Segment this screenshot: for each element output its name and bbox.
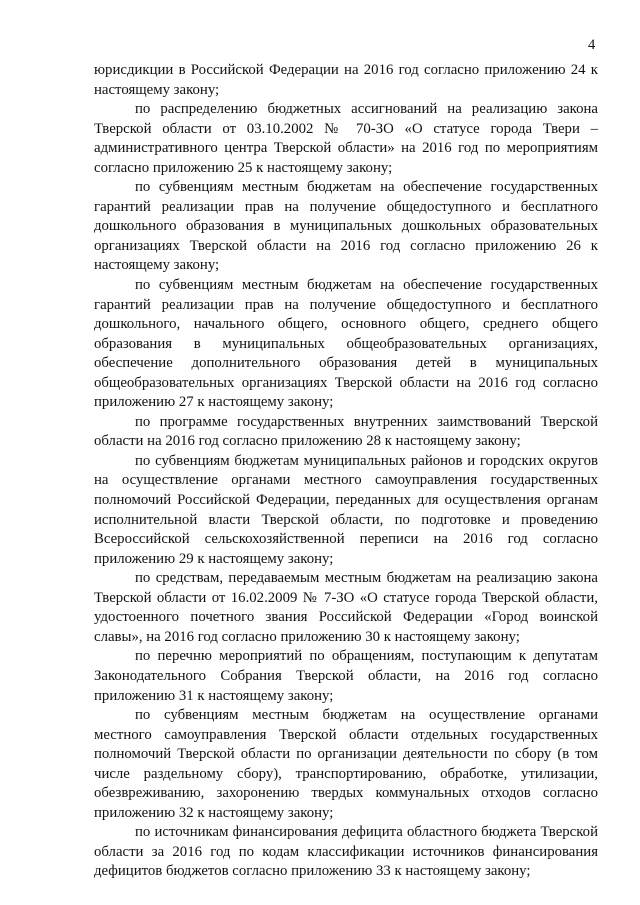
- paragraph-appendix-27: по субвенциям местным бюджетам на обеспечение государственных гарантий реализации прав на получение общедоступного и бесплатного дошкольного, начального общего, основного общего, среднего общего образования в муниципальных общеобразовательных организациях, обеспечение дополнительного образования детей в муниципальных общеобразовательных организациях Тверской области на 2016 год согласно приложению 27 к настоящему закону;: [94, 277, 598, 411]
- document-body: [94, 61, 598, 882]
- paragraph-appendix-33: по источникам финансирования дефицита областного бюджета Тверской области за 2016 год по кодам классификации источников финансирования дефицитов бюджетов согласно приложению 33 к настоящему закону;: [94, 824, 598, 880]
- page-number: 4: [588, 37, 596, 53]
- paragraph-appendix-25: по распределению бюджетных ассигнований на реализацию закона Тверской области от 03.10.2002 № 70-ЗО «О статусе города Твери – административного центра Тверской области» на 2016 год по мероприятиям согласно приложению 25 к настоящему закону;: [94, 101, 598, 176]
- paragraph-appendix-31: по перечню мероприятий по обращениям, поступающим к депутатам Законодательного Собрания Тверской области, на 2016 год согласно приложению 31 к настоящему закону;: [94, 648, 598, 704]
- paragraph-appendix-32: по субвенциям местным бюджетам на осуществление органами местного самоуправления Тверской области отдельных государственных полномочий Тверской области по организации деятельности по сбору (в том числе раздельному сбору), транспортированию, обработке, утилизации, обезвреживанию, захоронению твердых коммунальных отходов согласно приложению 32 к настоящему закону;: [94, 707, 598, 821]
- paragraph-appendix-26: по субвенциям местным бюджетам на обеспечение государственных гарантий реализации прав на получение общедоступного и бесплатного дошкольного образования в муниципальных дошкольных образовательных организациях Тверской области на 2016 год согласно приложению 26 к настоящему закону;: [94, 179, 598, 274]
- paragraph-continuation: юрисдикции в Российской Федерации на 2016 год согласно приложению 24 к настоящему закону;: [94, 62, 598, 98]
- paragraph-appendix-29: по субвенциям бюджетам муниципальных районов и городских округов на осуществление органами местного самоуправления государственных полномочий Российской Федерации, переданных для осуществления органам исполнительной власти Тверской области, по подготовке и проведению Всероссийской сельскохозяйственной переписи на 2016 год согласно приложению 29 к настоящему закону;: [94, 452, 598, 567]
- paragraph-appendix-28: по программе государственных внутренних заимствований Тверской области на 2016 год согласно приложению 28 к настоящему закону;: [94, 413, 598, 450]
- paragraph-appendix-30: по средствам, передаваемым местным бюджетам на реализацию закона Тверской области от 16.02.2009 № 7-ЗО «О статусе города Тверской области, удостоенного почетного звания Российской Федерации «Город воинской славы», на 2016 год согласно приложению 30 к настоящему закону;: [94, 570, 598, 645]
